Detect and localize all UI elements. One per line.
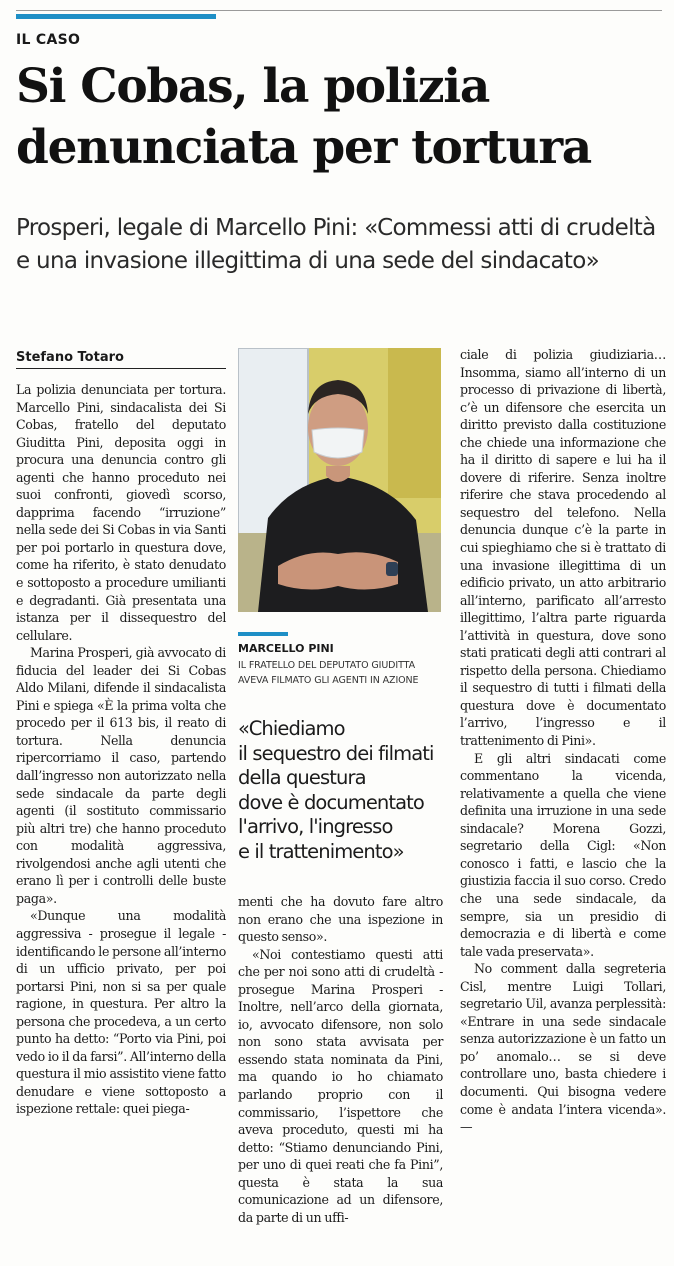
- pull-quote-line: e il trattenimento»: [238, 839, 404, 863]
- section-accent-bar: [16, 14, 216, 19]
- pull-quote-line: dove è documentato: [238, 790, 424, 814]
- paragraph: menti che ha dovuto fare altro non erano che una ispezione in questo senso».: [238, 894, 443, 945]
- paragraph: ciale di polizia giudiziaria… Insomma, siamo all’interno di un processo di privazione di libertà, c’è un difensore che esercita un diritto previsto dalla costituzione che chiede una informazione che ha il diritto di sapere e lui ha il dovere di riferire. Senza inoltre riferire che stava procedendo al sequestro del telefono. Nella denuncia dunque c’è la parte in cui spieghiamo che si è trattato di una invasione illegittima di un edificio privato, un atto arbitrario all’interno, parificato all’arresto illegittimo, l’altra parte riguarda l’attività in questura, dove sono stati praticati degli atti contrari al rispetto della persona. Chiediamo il sequestro di tutti i filmati della questura dove è documentato l’arrivo, l’ingresso e il trattenimento di Pini».: [460, 347, 666, 749]
- paragraph: E gli altri sindacati come commentano la vicenda, relativamente a quella che viene definita una irruzione in una sede sindacale? Morena Gozzi, segretario della Cigl: «Non conosco i fatti, e lascio che la giustizia faccia il suo corso. Credo che una sede sindacale, da sempre, sia un presidio di democrazia e di libertà e come tale vada preservata».: [460, 750, 666, 959]
- pull-quote-line: l'arrivo, l'ingresso: [238, 815, 393, 839]
- portrait-illustration: [238, 348, 441, 612]
- pull-quote-line: il sequestro dei filmati: [238, 741, 434, 765]
- caption-line: AVEVA FILMATO GLI AGENTI IN AZIONE: [238, 675, 419, 686]
- photo-marcello-pini: [238, 348, 441, 612]
- paragraph: Marina Prosperi, già avvocato di fiducia del leader dei Si Cobas Aldo Milani, difende il sindacalista Pini e spiega «È la prima volta che procedo per il 613 bis, il reato di tortura. Nella denuncia ripercorriamo il caso, partendo dall’ingresso non autorizzato nella sede sindacale da parte degli agenti (il sostituto commissario più altri tre) che hanno proceduto con modalità aggressiva, rivolgendosi anche agli utenti che erano lì per i controlli delle buste paga».: [16, 645, 226, 906]
- paragraph: No comment dalla segreteria Cisl, mentre Luigi Tollari, segretario Uil, avanza perplessità: «Entrare in una sede sindacale senza autorizzazione è un fatto un po’ anomalo… se si deve controllare uno, basta chiedere i documenti. Qui bisogna vedere come è andata l’intera vicenda». —: [460, 961, 666, 1135]
- headline: Si Cobas, la polizia denunciata per tortura: [16, 59, 591, 175]
- top-rule: [16, 10, 662, 11]
- pull-quote-line: «Chiediamo: [238, 717, 345, 740]
- caption-accent-bar: [238, 632, 288, 636]
- photo-caption-name: MARCELLO PINI: [238, 642, 334, 655]
- paragraph: «Dunque una modalità aggressiva - prosegue il legale - identificando le persone all’interno di un ufficio privato, per poi portarsi Pini, non si sa per quale ragione, in questura. Per altro la persona che procedeva, a un certo punto ha detto: “Porto via Pini, poi vedo io il da farsi”. All’interno della questura il mio assistito viene fatto denudare e viene sottoposto a ispezione rettale: quei piega-: [16, 908, 226, 1117]
- photo-caption: [238, 658, 448, 688]
- subheadline: Prosperi, legale di Marcello Pini: «Commessi atti di crudeltà e una invasione illegittima di una sede del sindacato»: [16, 215, 656, 274]
- paragraph: La polizia denunciata per tortura. Marcello Pini, sindacalista dei Si Cobas, fratello del deputato Giuditta Pini, deposita oggi in procura una denuncia contro gli agenti che hanno proceduto nei suoi confronti, giovedì scorso, dapprima facendo “irruzione” nella sede dei Si Cobas in via Santi per poi portarlo in questura dove, come ha riferito, è stato denudato e sottoposto a procedure umilianti e degradanti. Già presentata una istanza per il dissequestro del cellulare.: [16, 382, 226, 643]
- article-column-1: [16, 381, 226, 1118]
- section-label: IL CASO: [16, 32, 81, 48]
- caption-line: IL FRATELLO DEL DEPUTATO GIUDITTA: [238, 660, 415, 671]
- article-column-3: [460, 346, 666, 1136]
- article-column-2: [238, 893, 443, 1226]
- byline: Stefano Totaro: [16, 350, 226, 369]
- pull-quote: [238, 717, 448, 865]
- pull-quote-line: della questura: [238, 766, 366, 790]
- paragraph: «Noi contestiamo questi atti che per noi sono atti di crudeltà - prosegue Marina Prosperi - Inoltre, nell’arco della giornata, io, avvocato difensore, non solo non sono stata avvisata per essendo stata nominata da Pini, ma quando io ho chiamato parlando proprio con il commissario, l’ispettore che aveva proceduto, questi mi ha detto: “Stiamo denunciando Pini, per uno di quei reati che fa Pini”, questa è stata la sua comunicazione ad un difensore, da parte di un uffi-: [238, 946, 443, 1225]
